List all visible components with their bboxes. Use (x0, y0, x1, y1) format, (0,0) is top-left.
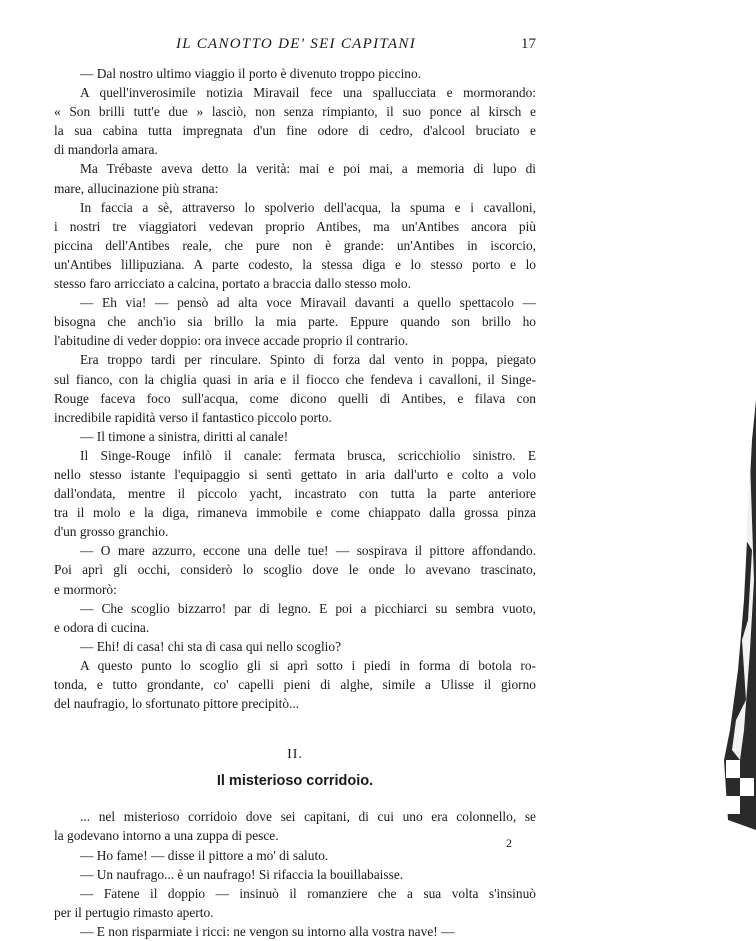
paragraph (54, 198, 536, 217)
paragraph-line (54, 826, 536, 845)
text-line: — Ehi! di casa! chi sta di casa qui nello scoglio? (80, 638, 342, 654)
text-line: — Dal nostro ultimo viaggio il porto è divenuto troppo piccino. (80, 66, 422, 81)
paragraph (54, 541, 536, 560)
text-line: nello stesso istante l'equipaggio si sentì gettato in aria dall'urto e colto a volo (54, 466, 536, 482)
paragraph-line (54, 312, 536, 331)
paragraph-line (54, 179, 536, 198)
text-line: di mandorla amara. (54, 142, 158, 158)
text-line: — E non risparmiate i ricci: ne vengon su intorno alla vostra nave! — (80, 923, 455, 939)
paragraph-line (54, 503, 536, 522)
text-line: Ma Trébaste aveva detto la verità: mai e poi mai, a memoria di lupo di (80, 161, 536, 177)
paragraph (54, 922, 536, 941)
text-line: — Eh via! — pensò ad alta voce Miravail davanti a quello spettacolo — (80, 295, 536, 311)
signature-mark: 2 (506, 836, 512, 850)
running-title: IL CANOTTO DE' SEI CAPITANI (176, 36, 416, 52)
body-text (54, 64, 536, 941)
chapter-title: Il misterioso corridoio. (216, 773, 374, 790)
text-line: un'Antibes lillipuziana. A parte codesto, la stessa diga e lo stesso porto e lo (54, 256, 536, 272)
paragraph (54, 656, 536, 675)
paragraph-line (54, 560, 536, 579)
paragraph (54, 159, 536, 178)
text-line: — Fatene il doppio — insinuò il romanziere che a sua volta s'insinuò (80, 885, 536, 901)
paragraph (54, 427, 536, 446)
paragraph-line (54, 236, 536, 255)
text-line: A questo punto lo scoglio gli si aprì sotto i piedi in forma di botola ro- (80, 657, 536, 673)
paragraph-line (54, 580, 536, 599)
paragraph-line (54, 140, 536, 159)
text-line: — Un naufrago... è un naufrago! Si rifaccia la bouillabaisse. (80, 866, 404, 882)
text-line: — Ho fame! — disse il pittore a mo' di saluto. (80, 847, 329, 863)
text-line: dall'ondata, mentre il piccolo yacht, incastrato con tutta la parte anteriore (54, 486, 536, 502)
paragraph-line (54, 903, 536, 922)
paragraph (54, 865, 536, 884)
text-line: la sua cabina tutta impregnata d'un fine odore di cedro, d'alcool bruciato e (54, 123, 536, 139)
paragraph-line (54, 618, 536, 637)
text-line: sul fianco, con la chiglia quasi in aria e il fiocco che fendeva i cavalloni, il Singe- (54, 371, 536, 387)
paragraph (54, 64, 536, 83)
text-line: i nostri tre viaggiatori vedevan proprio Antibes, ma un'Antibes ancora più (54, 218, 536, 234)
text-line: stesso faro arricciato a calcina, portato a braccia dallo stesso molo. (54, 276, 411, 292)
text-line: — O mare azzurro, eccone una delle tue! — sospirava il pittore affondando. (80, 543, 536, 559)
text-line: — Il timone a sinistra, diritti al canale! (80, 428, 289, 444)
paragraph-line (54, 274, 536, 293)
paragraph-line (54, 694, 536, 713)
paragraph-line (54, 522, 536, 541)
text-line: piccina dell'Antibes reale, che pure non è grande: un'Antibes in iscorcio, (54, 237, 536, 253)
text-line: Poi aprì gli occhi, considerò lo scoglio dove le onde lo avevano trascinato, (54, 562, 536, 578)
text-line: tra il molo e la diga, rimaneva immobile e come chiappato dalla grossa pinza (54, 505, 536, 521)
text-line: A quell'inverosimile notizia Miravail fece una spallucciata e mormorando: (80, 85, 536, 101)
paragraph-line (54, 331, 536, 350)
paragraph-line (54, 675, 536, 694)
paragraph-line (54, 408, 536, 427)
text-line: — Che scoglio bizzarro! par di legno. E poi a picchiarci su sembra vuoto, (80, 600, 536, 616)
text-line: ... nel misterioso corridoio dove sei capitani, di cui uno era colonnello, se (80, 809, 536, 825)
text-line: Rouge faceva foco sull'acqua, come dicono quelli di Antibes, e filava con (54, 390, 536, 406)
page-header (176, 36, 536, 56)
text-line: In faccia a sè, attraverso lo spolverio dell'acqua, la spuma e i cavalloni, (80, 199, 536, 215)
text-line: Il Singe-Rouge infilò il canale: fermata brusca, scricchiolio sinistro. E (80, 447, 536, 463)
paragraph-line (54, 484, 536, 503)
text-line: « Son brilli tutt'e due » lasciò, non senza rimpianto, il suo ponce al kirsch e (54, 104, 536, 120)
page-number: 17 (521, 36, 536, 52)
paragraph-line (54, 102, 536, 121)
scan-edge-artifact (722, 400, 756, 830)
paragraph (54, 446, 536, 465)
paragraph (54, 637, 536, 656)
text-line: d'un grosso granchio. (54, 524, 169, 540)
text-line: l'abitudine di veder doppio: ora invece accade proprio il contrario. (54, 333, 409, 349)
text-line: la godevano intorno a una zuppa di pesce. (54, 828, 279, 844)
text-line: tonda, e tutto grondante, co' capelli pieni di alghe, simile a Ulisse il giorno (54, 677, 536, 692)
paragraph-line (54, 255, 536, 274)
paragraph (54, 846, 536, 865)
paragraph (54, 293, 536, 312)
paragraph (54, 599, 536, 618)
paragraph-line (54, 121, 536, 140)
chapter-number: II. (287, 747, 303, 763)
text-line: incredibile rapidità verso il fantastico piccolo porto. (54, 409, 332, 425)
paragraph-line (54, 465, 536, 484)
paragraph-line (54, 370, 536, 389)
paragraph (54, 350, 536, 369)
paragraph (54, 807, 536, 826)
text-line: e odora di cucina. (54, 619, 150, 635)
paragraph-line (54, 389, 536, 408)
paragraph-line (54, 217, 536, 236)
text-line: del naufragio, lo sfortunato pittore precipitò... (54, 696, 300, 712)
paragraph (54, 83, 536, 102)
text-line: bisogna che anch'io sia brillo la mia parte. Eppure quando son brillo ho (54, 314, 536, 330)
text-line: Era troppo tardi per rinculare. Spinto di forza dal vento in poppa, piegato (80, 352, 536, 368)
text-line: per il pertugio rimasto aperto. (54, 904, 214, 920)
text-line: mare, allucinazione più strana: (54, 180, 219, 196)
text-line: e mormorò: (54, 581, 117, 597)
